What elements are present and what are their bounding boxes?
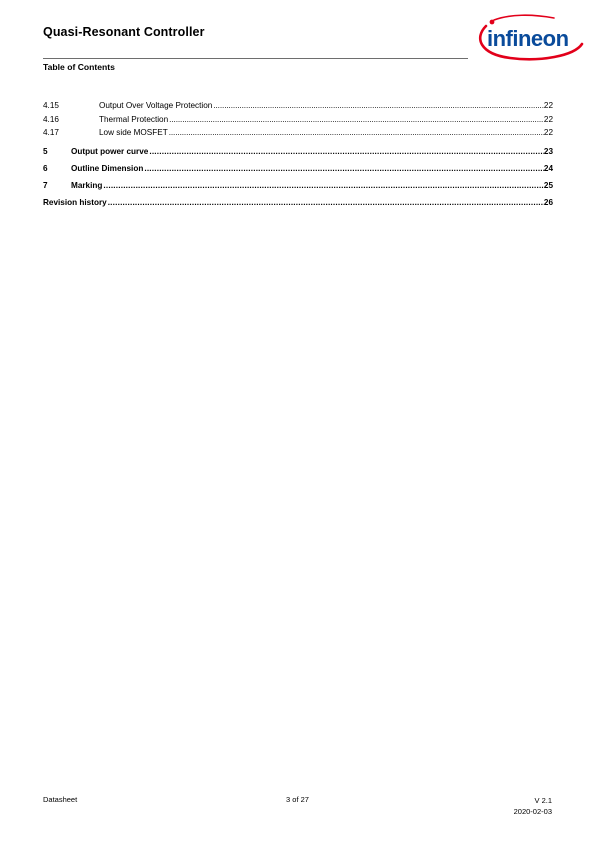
toc-entry-page: 24 (543, 164, 553, 174)
toc-dot-leader (107, 194, 544, 211)
toc-entry-page: 22 (543, 101, 553, 110)
toc-entry-page: 26 (543, 198, 553, 208)
toc-entry-4-17[interactable] (43, 126, 553, 140)
toc-entry-number: 7 (43, 181, 48, 191)
toc-entry-number: 5 (43, 147, 48, 157)
footer-doc-type: Datasheet (43, 795, 78, 804)
infineon-logo (470, 12, 586, 62)
footer-date: 2020-02-03 (513, 807, 552, 816)
toc-entry-number: 4.16 (43, 114, 59, 124)
toc-entry-title: Outline Dimension (71, 164, 144, 174)
footer-version-block (514, 795, 552, 817)
toc-entry-5[interactable] (43, 143, 553, 160)
toc-entry-page: 23 (543, 147, 553, 157)
toc-entry-number: 4.15 (43, 101, 59, 110)
toc-entry-title: Low side MOSFET (99, 128, 168, 138)
toc-entry-page: 22 (543, 114, 553, 124)
toc-dot-leader (168, 113, 544, 127)
toc-entry-title: Output Over Voltage Protection (99, 101, 213, 110)
toc-entry-4-16[interactable] (43, 113, 553, 127)
toc-entry-title: Thermal Protection (99, 114, 169, 124)
toc-entry-6[interactable] (43, 160, 553, 177)
toc-entry-4-15[interactable] (43, 99, 553, 113)
toc-dot-leader (102, 177, 543, 194)
toc-entry-title: Marking (71, 181, 103, 191)
toc-dot-leader (143, 160, 544, 177)
toc-entry-title: Output power curve (71, 147, 149, 157)
footer-page-number: 3 of 27 (286, 795, 309, 804)
toc-entry-number: 6 (43, 164, 48, 174)
header-divider (43, 58, 468, 59)
section-heading: Table of Contents (43, 62, 115, 72)
footer-version: V 2.1 (534, 796, 552, 805)
toc-entry-revision-history[interactable] (43, 194, 553, 211)
svg-text:infineon: infineon (487, 26, 569, 51)
toc-dot-leader (168, 126, 544, 140)
toc-dot-leader (148, 143, 544, 160)
toc-dot-leader (212, 99, 544, 113)
table-of-contents (43, 99, 553, 211)
toc-entry-title: Revision history (43, 198, 107, 208)
toc-entry-number: 4.17 (43, 128, 59, 138)
toc-entry-page: 25 (543, 181, 553, 191)
toc-entry-page: 22 (543, 128, 553, 138)
document-title: Quasi-Resonant Controller (43, 25, 205, 39)
toc-entry-7[interactable] (43, 177, 553, 194)
